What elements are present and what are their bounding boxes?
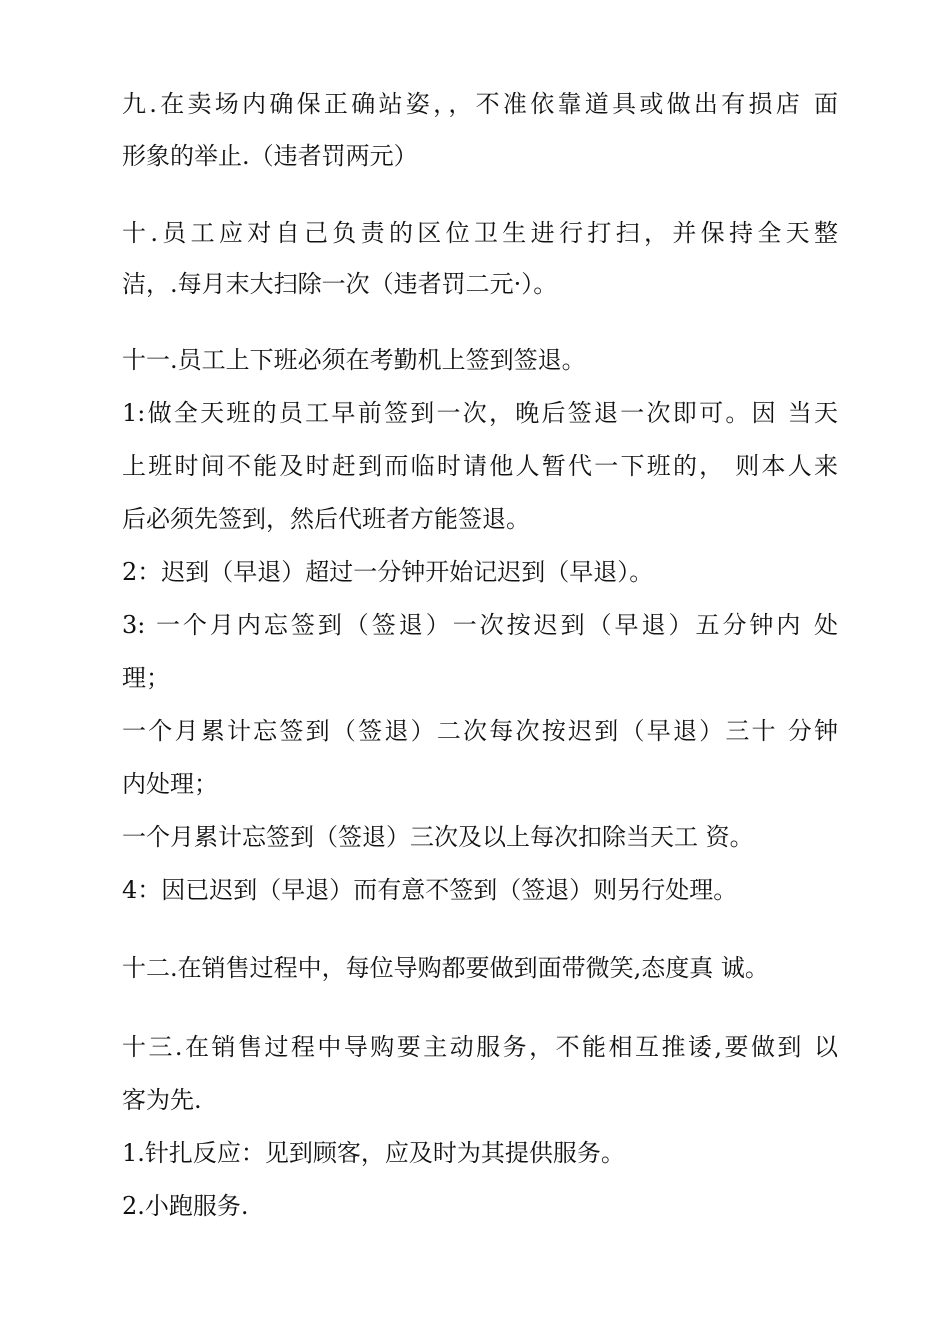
- paragraph-11-item-3-line-5: 一个月累计忘签到（签退）三次及以上每次扣除当天工 资。: [122, 823, 754, 851]
- paragraph-11-item-3-line-1: 3: 一个月内忘签到（签退）一次按迟到（早退）五分钟内 处: [122, 611, 838, 639]
- paragraph-9-line-1: 九.在卖场内确保正确站姿，，不准依靠道具或做出有损店 面: [122, 90, 838, 118]
- paragraph-10-line-1: 十.员工应对自己负责的区位卫生进行打扫，并保持全天整: [122, 219, 838, 247]
- paragraph-11-item-1-line-1: 1:做全天班的员工早前签到一次，晚后签退一次即可。因 当天: [122, 399, 838, 427]
- paragraph-10-line-2: 洁，.每月末大扫除一次（违者罚二元·）。: [122, 270, 558, 298]
- paragraph-11-item-1-line-2: 上班时间不能及时赶到而临时请他人暂代一下班的， 则本人来: [122, 452, 838, 480]
- paragraph-12: 十二.在销售过程中，每位导购都要做到面带微笑,态度真 诚。: [122, 954, 769, 982]
- paragraph-11-item-3-line-3: 一个月累计忘签到（签退）二次每次按迟到（早退）三十 分钟: [122, 717, 838, 745]
- paragraph-11-item-3-line-4: 内处理；: [122, 770, 218, 798]
- paragraph-11-item-4: 4：因已迟到（早退）而有意不签到（签退）则另行处理。: [122, 876, 738, 904]
- paragraph-13-line-2: 客为先.: [122, 1086, 202, 1114]
- paragraph-11-item-2: 2：迟到（早退）超过一分钟开始记迟到（早退）。: [122, 558, 654, 586]
- paragraph-11-item-3-line-2: 理；: [122, 664, 170, 692]
- paragraph-13-item-2: 2.小跑服务.: [122, 1192, 249, 1220]
- paragraph-11-item-1-line-3: 后必须先签到，然后代班者方能签退。: [122, 505, 530, 533]
- paragraph-13-item-1: 1.针扎反应：见到顾客，应及时为其提供服务。: [122, 1139, 625, 1167]
- paragraph-13-line-1: 十三.在销售过程中导购要主动服务，不能相互推诿,要做到 以: [122, 1033, 838, 1061]
- paragraph-9-line-2: 形象的举止.（违者罚两元）: [122, 142, 418, 170]
- paragraph-11-heading: 十一.员工上下班必须在考勤机上签到签退。: [122, 346, 586, 374]
